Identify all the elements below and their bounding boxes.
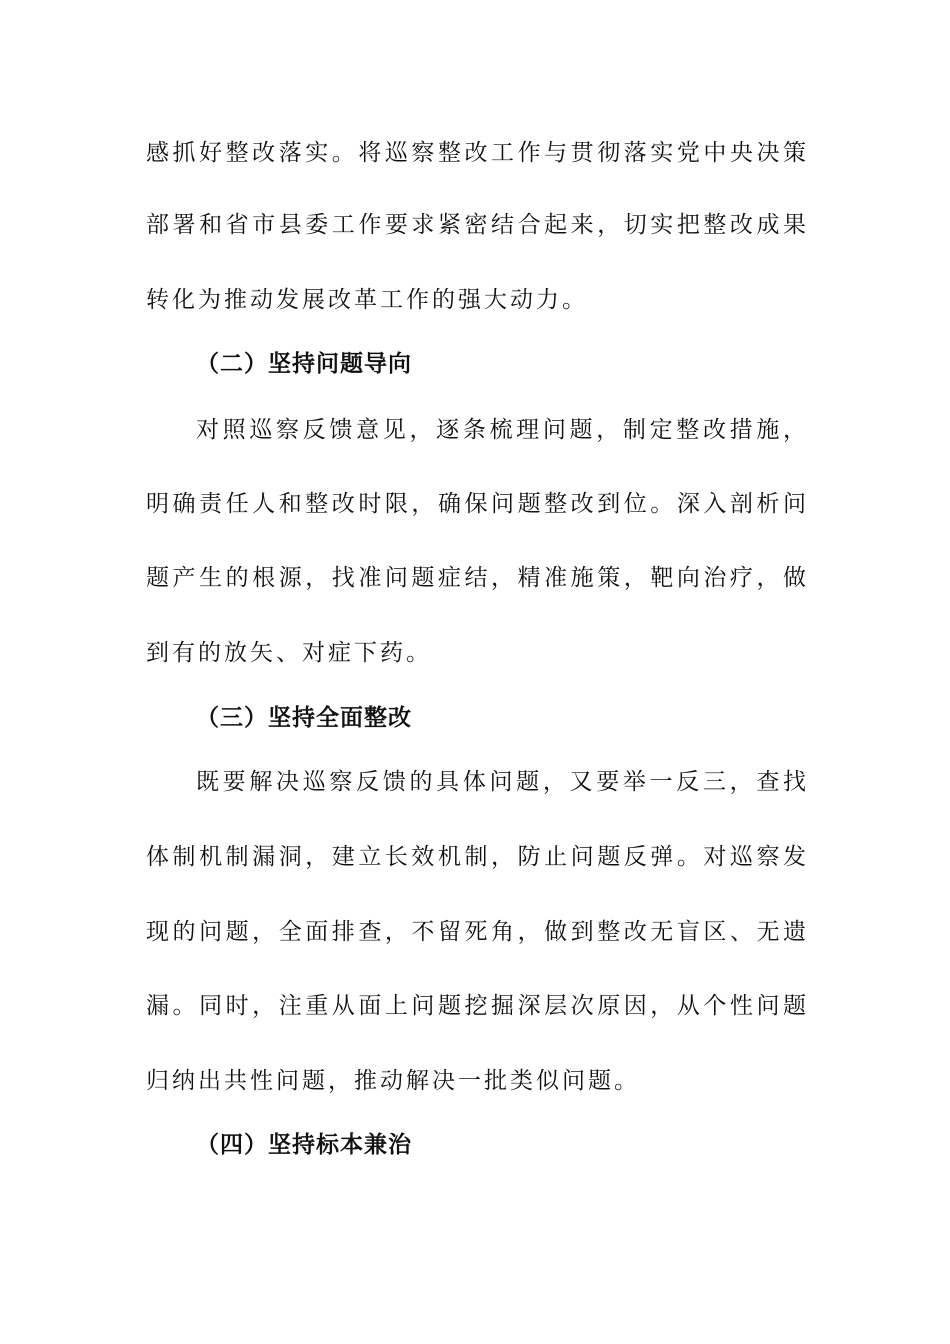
paragraph-line: 既要解决巡察反馈的具体问题，又要举一反三，查找 xyxy=(196,769,806,795)
paragraph-line: 归纳出共性问题，推动解决一批类似问题。 xyxy=(146,1068,640,1094)
paragraph-line: 感抓好整改落实。将巡察整改工作与贯彻落实党中央决策 xyxy=(146,140,806,166)
section-heading: （二）坚持问题导向 xyxy=(196,351,412,377)
section-heading: （三）坚持全面整改 xyxy=(196,705,412,731)
paragraph-line: 对照巡察反馈意见，逐条梳理问题，制定整改措施， xyxy=(196,417,806,443)
section-heading: （四）坚持标本兼治 xyxy=(196,1132,412,1158)
paragraph-line: 现的问题，全面排查，不留死角，做到整改无盲区、无遗 xyxy=(146,919,806,945)
paragraph-line: 体制机制漏洞，建立长效机制，防止问题反弹。对巡察发 xyxy=(146,844,806,870)
paragraph-line: 转化为推动发展改革工作的强大动力。 xyxy=(146,287,588,313)
paragraph-line: 到有的放矢、对症下药。 xyxy=(146,640,432,666)
paragraph-line: 部署和省市县委工作要求紧密结合起来，切实把整改成果 xyxy=(146,212,806,238)
paragraph-line: 漏。同时，注重从面上问题挖掘深层次原因，从个性问题 xyxy=(146,993,806,1019)
paragraph-line: 明确责任人和整改时限，确保问题整改到位。深入剖析问 xyxy=(146,491,806,517)
paragraph-line: 题产生的根源，找准问题症结，精准施策，靶向治疗，做 xyxy=(146,565,806,591)
